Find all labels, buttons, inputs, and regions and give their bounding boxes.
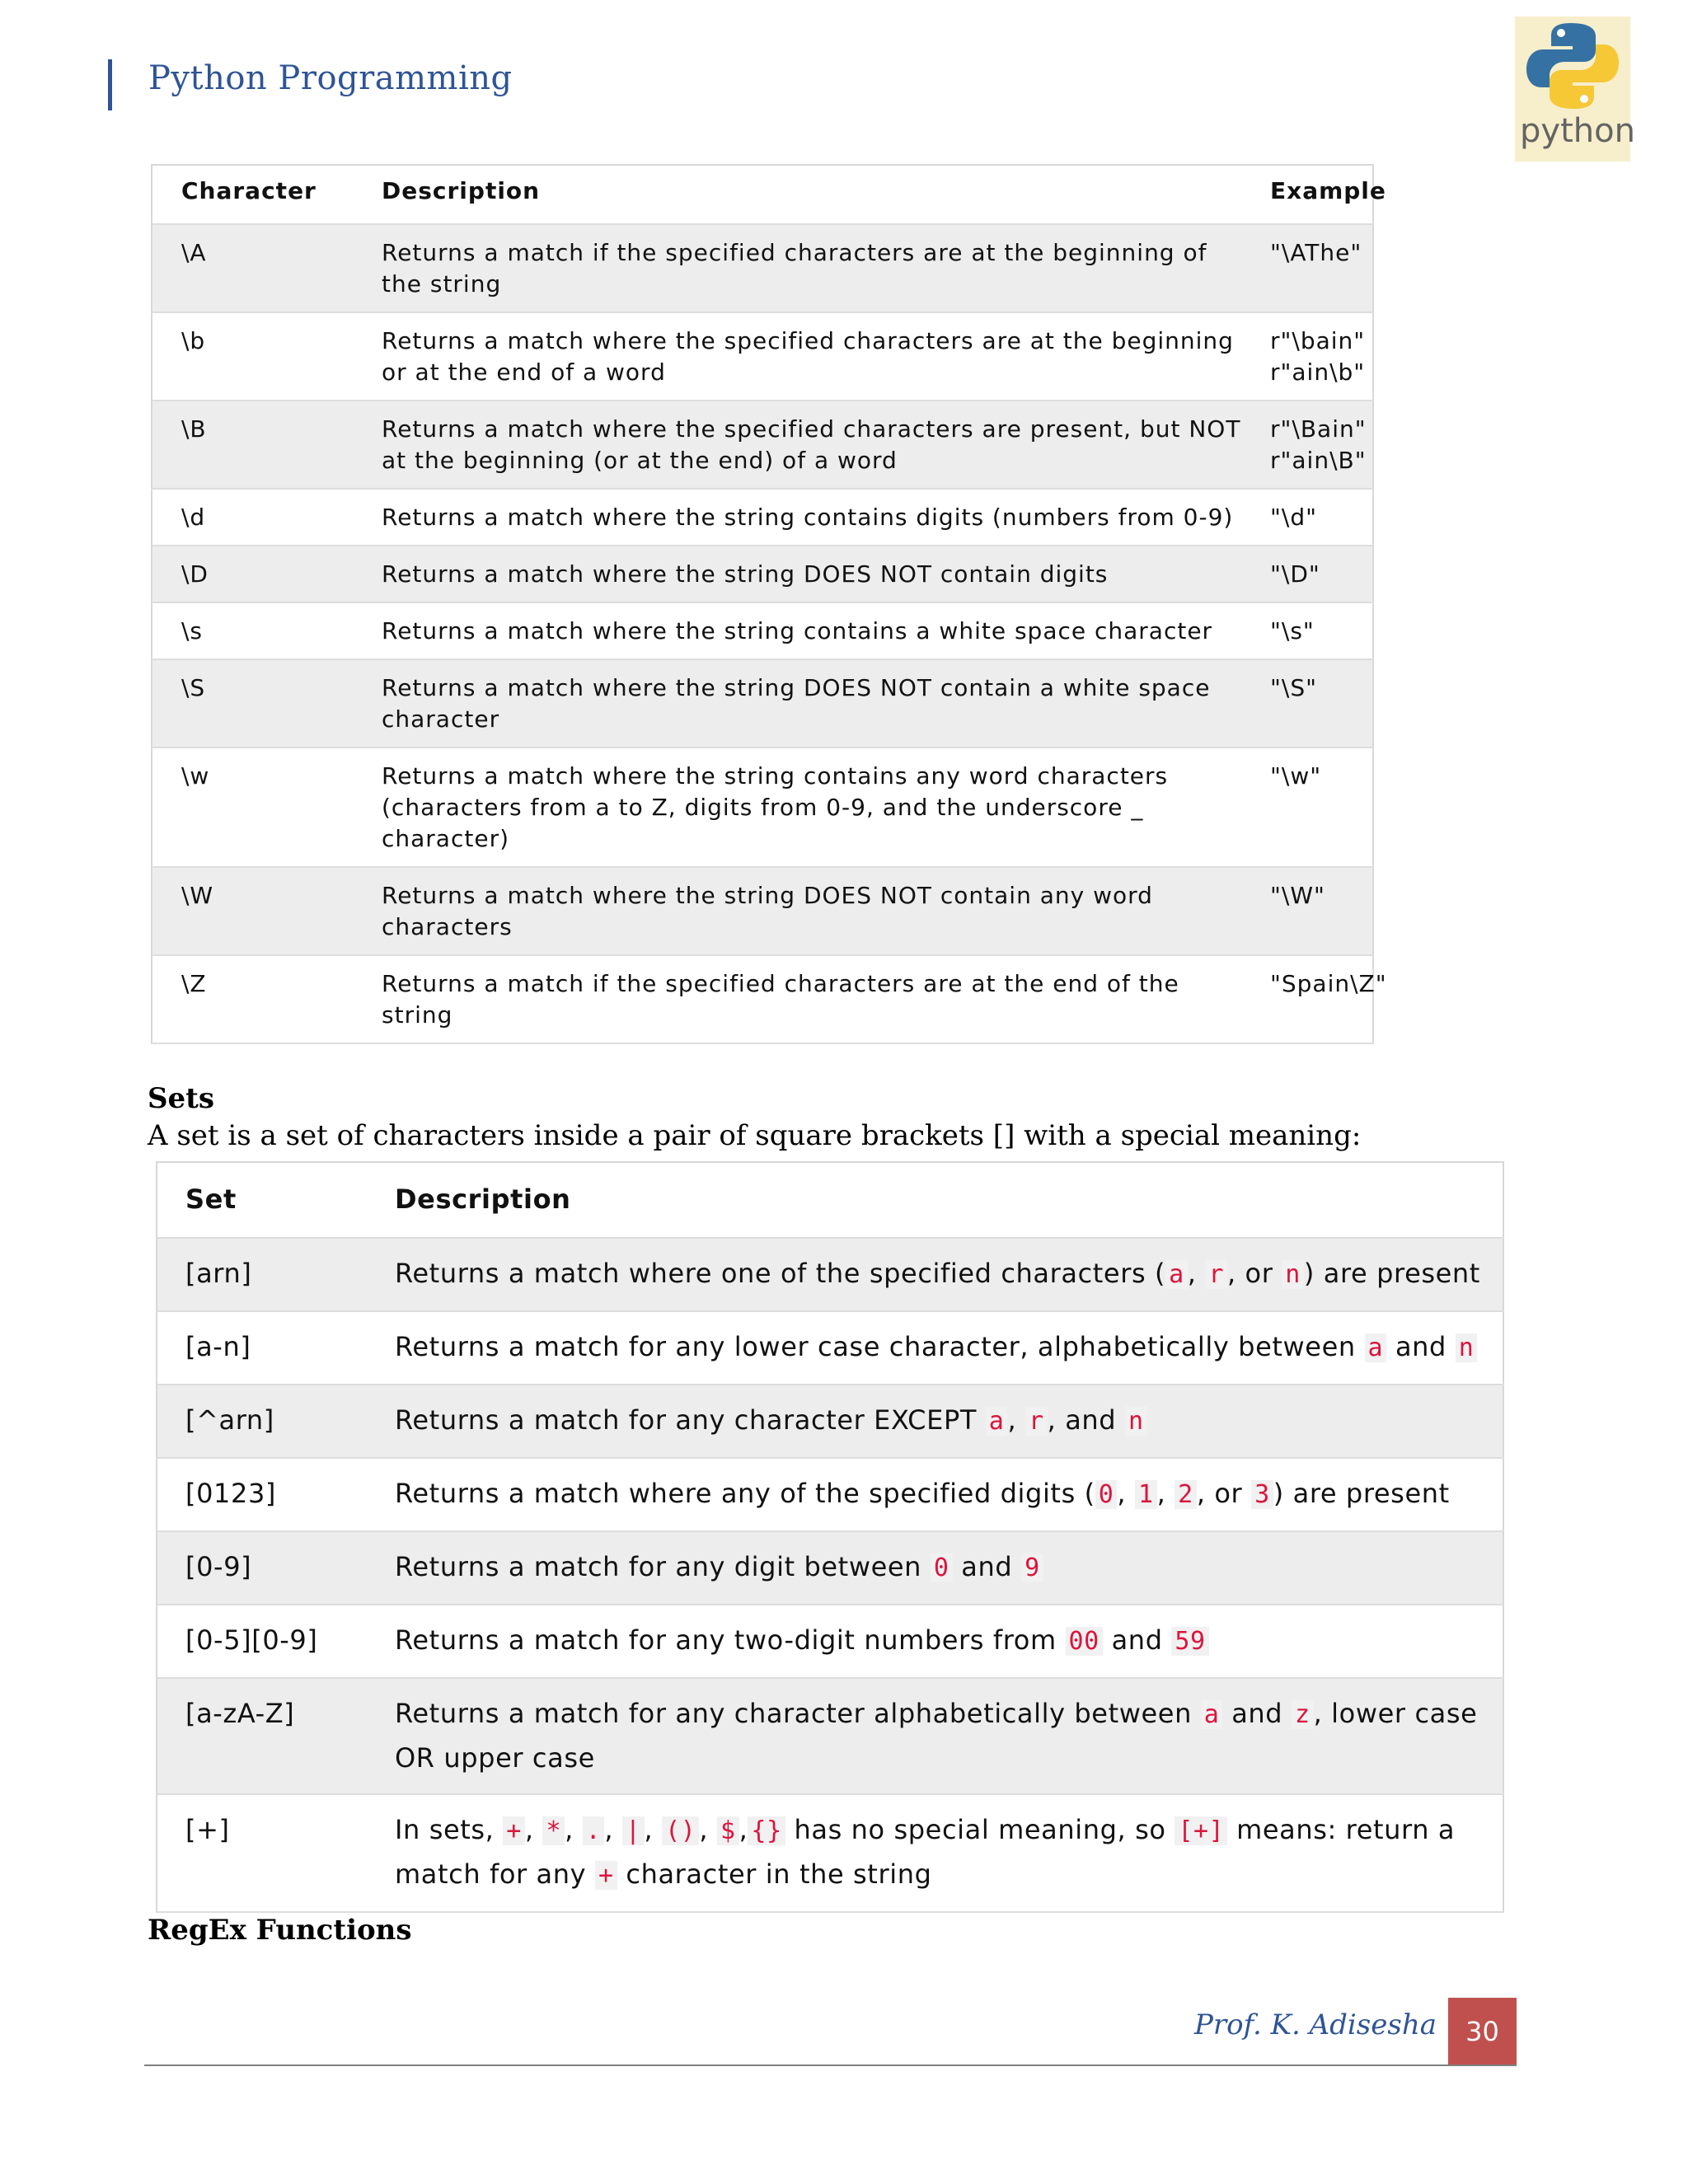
set-cell: [0-5][0-9] xyxy=(157,1605,367,1678)
code-snippet: {} xyxy=(748,1816,785,1845)
code-snippet: $ xyxy=(717,1816,739,1845)
table-row xyxy=(152,867,1373,955)
description-text: , or xyxy=(1196,1478,1252,1509)
sets-table xyxy=(156,1161,1504,1913)
code-snippet: n xyxy=(1125,1407,1147,1436)
description-cell: Returns a match where the specified characters are present, but NOT at the beginning (or at the end) of a word xyxy=(354,401,1270,489)
table-header-row xyxy=(157,1162,1503,1238)
set-cell: [^arn] xyxy=(157,1385,367,1458)
code-snippet: 2 xyxy=(1175,1480,1197,1509)
table-row xyxy=(152,955,1373,1043)
description-text: , xyxy=(1156,1478,1175,1509)
description-cell: Returns a match where the string contains any word characters (characters from a to Z, digits from 0-9, and the underscore _ character) xyxy=(354,748,1270,867)
description-text: , xyxy=(604,1814,622,1845)
code-snippet: () xyxy=(662,1816,699,1845)
description-cell xyxy=(367,1794,1503,1912)
python-logo xyxy=(1515,16,1635,162)
description-cell: Returns a match where the string contains digits (numbers from 0-9) xyxy=(354,489,1270,546)
example-cell: "\S" xyxy=(1270,659,1373,748)
code-snippet: . xyxy=(583,1816,605,1845)
table-row xyxy=(157,1238,1503,1311)
table-row xyxy=(157,1794,1503,1912)
regex-functions-heading: RegEx Functions xyxy=(148,1914,412,1947)
sequence-cell: \S xyxy=(152,659,354,748)
example-cell: "\AThe" xyxy=(1270,224,1373,312)
description-text: , lower case OR upper case xyxy=(395,1698,1478,1774)
table-row xyxy=(152,602,1373,659)
sequence-cell: \W xyxy=(152,867,354,955)
set-cell: [a-zA-Z] xyxy=(157,1678,367,1794)
code-snippet: z xyxy=(1292,1700,1314,1729)
example-cell: "\d" xyxy=(1270,489,1373,546)
description-cell xyxy=(367,1531,1503,1605)
code-snippet: a xyxy=(1201,1700,1223,1729)
table-row xyxy=(152,312,1373,401)
code-snippet: a xyxy=(1365,1333,1387,1362)
description-cell xyxy=(367,1458,1503,1531)
description-cell: Returns a match where the string DOES NOT contain digits xyxy=(354,546,1270,602)
example-cell: "\D" xyxy=(1270,546,1373,602)
table-row xyxy=(157,1531,1503,1605)
column-header-set: Set xyxy=(157,1162,367,1238)
description-text: , xyxy=(524,1814,543,1845)
description-text: character in the string xyxy=(617,1858,932,1890)
code-snippet: 0 xyxy=(1095,1480,1118,1509)
table-row xyxy=(152,224,1373,312)
description-cell: Returns a match where the string DOES NOT contain a white space character xyxy=(354,659,1270,748)
code-snippet: 0 xyxy=(931,1554,953,1582)
description-text: ) are present xyxy=(1273,1478,1450,1509)
code-snippet: r xyxy=(1205,1260,1227,1289)
example-cell: "Spain\Z" xyxy=(1270,955,1373,1043)
example-cell: "\W" xyxy=(1270,867,1373,955)
description-text: Returns a match where any of the specified digits ( xyxy=(395,1478,1095,1509)
code-snippet: 3 xyxy=(1251,1480,1273,1509)
description-cell: Returns a match if the specified characters are at the beginning of the string xyxy=(354,224,1270,312)
description-cell xyxy=(367,1238,1503,1311)
code-snippet: n xyxy=(1456,1333,1478,1362)
description-text: , xyxy=(1187,1258,1206,1289)
special-sequences-table xyxy=(151,164,1387,1044)
example-cell: r"\Bain" r"ain\B" xyxy=(1270,401,1373,489)
sequence-cell: \A xyxy=(152,224,354,312)
description-cell: Returns a match if the specified characters are at the end of the string xyxy=(354,955,1270,1043)
sequence-cell: \s xyxy=(152,602,354,659)
code-snippet: 00 xyxy=(1066,1627,1103,1656)
description-text: ) are present xyxy=(1303,1258,1480,1289)
table-row xyxy=(152,401,1373,489)
description-text: and xyxy=(1222,1698,1292,1729)
description-text: In sets, xyxy=(395,1814,504,1845)
python-snake-icon xyxy=(1515,16,1630,115)
table-row xyxy=(152,489,1373,546)
code-snippet: n xyxy=(1282,1260,1304,1289)
table-row xyxy=(157,1605,1503,1678)
code-snippet: a xyxy=(986,1407,1008,1436)
page-number: 30 xyxy=(1448,1998,1517,2065)
description-text: Returns a match for any character alphabetically between xyxy=(395,1698,1201,1729)
logo-wordmark: python xyxy=(1520,112,1635,150)
table-row xyxy=(157,1458,1503,1531)
example-cell: "\s" xyxy=(1270,602,1373,659)
code-snippet: r xyxy=(1025,1407,1048,1436)
description-cell xyxy=(367,1311,1503,1385)
description-text: , xyxy=(644,1814,663,1845)
table-row xyxy=(157,1678,1503,1794)
sequence-cell: \b xyxy=(152,312,354,401)
footer-divider xyxy=(144,2064,1517,2066)
description-text: has no special meaning, so xyxy=(785,1814,1175,1845)
description-text: Returns a match for any digit between xyxy=(395,1551,931,1582)
code-snippet: + xyxy=(595,1861,617,1890)
code-snippet: [+] xyxy=(1175,1816,1227,1845)
code-snippet: 1 xyxy=(1135,1480,1157,1509)
description-cell xyxy=(367,1605,1503,1678)
example-cell: "\w" xyxy=(1270,748,1373,867)
sequence-cell: \D xyxy=(152,546,354,602)
description-text: and xyxy=(1102,1624,1172,1656)
code-snippet: 9 xyxy=(1021,1554,1043,1582)
sequence-cell: \w xyxy=(152,748,354,867)
code-snippet: + xyxy=(503,1816,525,1845)
table-header-row xyxy=(152,165,1373,224)
set-cell: [a-n] xyxy=(157,1311,367,1385)
sequence-cell: \Z xyxy=(152,955,354,1043)
table-row xyxy=(152,546,1373,602)
description-cell xyxy=(367,1678,1503,1794)
description-text: , xyxy=(1117,1478,1135,1509)
description-cell: Returns a match where the string DOES NOT contain any word characters xyxy=(354,867,1270,955)
page-header-title: Python Programming xyxy=(148,59,513,97)
description-cell: Returns a match where the string contains a white space character xyxy=(354,602,1270,659)
description-text: , xyxy=(738,1814,748,1845)
set-cell: [0-9] xyxy=(157,1531,367,1605)
sets-heading: Sets xyxy=(148,1082,215,1115)
description-text: Returns a match for any lower case character, alphabetically between xyxy=(395,1331,1365,1362)
description-cell: Returns a match where the specified characters are at the beginning or at the end of a word xyxy=(354,312,1270,401)
description-text: Returns a match where one of the specified characters ( xyxy=(395,1258,1166,1289)
description-text: , or xyxy=(1227,1258,1282,1289)
code-snippet: 59 xyxy=(1171,1627,1208,1656)
sequence-cell: \d xyxy=(152,489,354,546)
column-header-character: Character xyxy=(152,165,354,224)
description-text: and xyxy=(952,1551,1022,1582)
table-row xyxy=(157,1311,1503,1385)
code-snippet: a xyxy=(1165,1260,1188,1289)
set-cell: [0123] xyxy=(157,1458,367,1531)
column-header-description: Description xyxy=(354,165,1270,224)
description-text: , xyxy=(565,1814,583,1845)
set-cell: [+] xyxy=(157,1794,367,1912)
description-text: , and xyxy=(1047,1404,1125,1436)
description-text: Returns a match for any two-digit numbers from xyxy=(395,1624,1066,1656)
description-text: , xyxy=(699,1814,717,1845)
code-snippet: | xyxy=(622,1816,645,1845)
description-cell xyxy=(367,1385,1503,1458)
sequence-cell: \B xyxy=(152,401,354,489)
table-row xyxy=(157,1385,1503,1458)
code-snippet: * xyxy=(542,1816,565,1845)
description-text: Returns a match for any character EXCEPT xyxy=(395,1404,986,1436)
description-text: and xyxy=(1386,1331,1456,1362)
column-header-description: Description xyxy=(367,1162,1503,1238)
example-cell: r"\bain" r"ain\b" xyxy=(1270,312,1373,401)
footer-author: Prof. K. Adisesha xyxy=(1194,2008,1437,2041)
description-text: , xyxy=(1007,1404,1025,1436)
table-row xyxy=(152,659,1373,748)
set-cell: [arn] xyxy=(157,1238,367,1311)
sets-intro: A set is a set of characters inside a pair of square brackets [] with a special meaning: xyxy=(148,1119,1362,1152)
header-accent-bar xyxy=(108,59,112,110)
column-header-example: Example xyxy=(1270,165,1373,224)
table-row xyxy=(152,748,1373,867)
description-text: means: return a match for any xyxy=(395,1814,1456,1890)
